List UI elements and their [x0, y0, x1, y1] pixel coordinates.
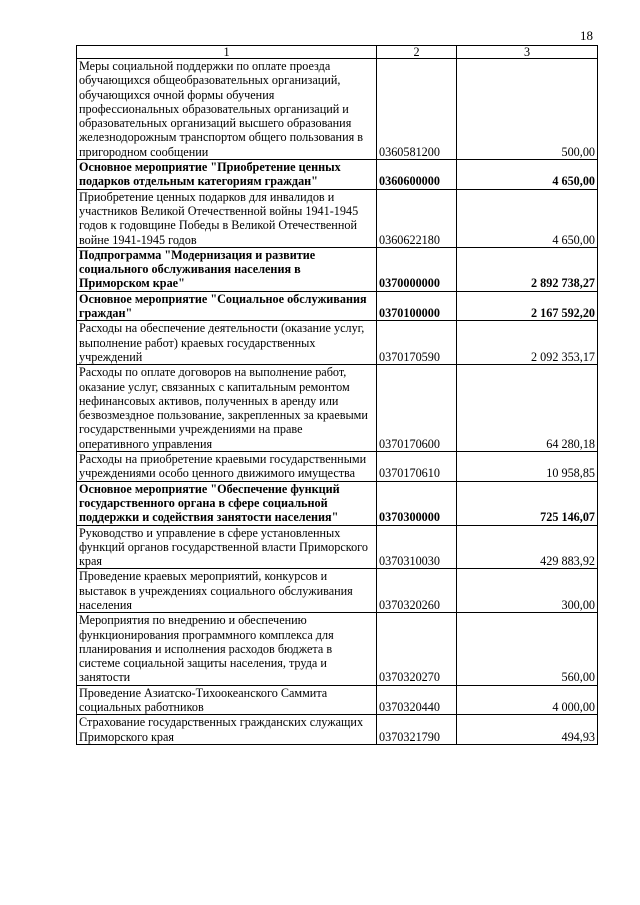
- table-row: [77, 160, 598, 190]
- row-amount-cell: 2 892 738,27: [457, 247, 598, 291]
- row-code-cell: 0370320440: [377, 685, 457, 715]
- table-row: [77, 189, 598, 247]
- row-code-cell: 0360581200: [377, 59, 457, 160]
- row-name-cell: Основное мероприятие "Приобретение ценных подарков отдельным категориям граждан": [77, 160, 377, 190]
- row-amount-cell: 4 650,00: [457, 189, 598, 247]
- row-name-cell: Основное мероприятие "Социальное обслуживания граждан": [77, 291, 377, 321]
- table-row: [77, 365, 598, 452]
- table-row: [77, 715, 598, 745]
- row-code-cell: 0370300000: [377, 481, 457, 525]
- row-code-cell: 0370310030: [377, 525, 457, 569]
- row-amount-cell: 725 146,07: [457, 481, 598, 525]
- row-code-cell: 0370000000: [377, 247, 457, 291]
- row-name-cell: Руководство и управление в сфере установленных функций органов государственной власти Приморского края: [77, 525, 377, 569]
- column-header: 1: [77, 46, 377, 59]
- row-name-cell: Расходы по оплате договоров на выполнение работ, оказание услуг, связанных с капитальным ремонтом нефинансовых активов, полученных в аренду или безвозмездное пользование, закрепленных за краевыми государственными учреждениями на праве оперативного управления: [77, 365, 377, 452]
- row-amount-cell: 2 167 592,20: [457, 291, 598, 321]
- row-name-cell: Страхование государственных гражданских служащих Приморского края: [77, 715, 377, 745]
- row-amount-cell: 4 650,00: [457, 160, 598, 190]
- row-code-cell: 0370170600: [377, 365, 457, 452]
- row-code-cell: 0370320270: [377, 613, 457, 685]
- table-row: [77, 452, 598, 482]
- row-name-cell: Расходы на приобретение краевыми государственными учреждениями особо ценного движимого имущества: [77, 452, 377, 482]
- row-name-cell: Приобретение ценных подарков для инвалидов и участников Великой Отечественной войны 1941-1945 годов к годовщине Победы в Великой Отечественной войне 1941-1945 годов: [77, 189, 377, 247]
- row-code-cell: 0360600000: [377, 160, 457, 190]
- row-amount-cell: 2 092 353,17: [457, 321, 598, 365]
- page-number: 18: [580, 28, 593, 43]
- column-header: 3: [457, 46, 598, 59]
- column-header: 2: [377, 46, 457, 59]
- table-row: [77, 247, 598, 291]
- row-amount-cell: 4 000,00: [457, 685, 598, 715]
- row-name-cell: Меры социальной поддержки по оплате проезда обучающихся общеобразовательных организаций, обучающихся очной формы обучения профессиональных образовательных организаций и образовательных организаций высшего образования железнодорожным транспортом общего пользования в пригородном сообщении: [77, 59, 377, 160]
- row-code-cell: 0370321790: [377, 715, 457, 745]
- row-amount-cell: 494,93: [457, 715, 598, 745]
- row-amount-cell: 500,00: [457, 59, 598, 160]
- row-amount-cell: 300,00: [457, 569, 598, 613]
- row-code-cell: 0370170590: [377, 321, 457, 365]
- table-row: [77, 685, 598, 715]
- budget-table: [76, 45, 598, 745]
- row-code-cell: 0370100000: [377, 291, 457, 321]
- table-header-row: [77, 46, 598, 59]
- row-name-cell: Проведение Азиатско-Тихоокеанского Саммита социальных работников: [77, 685, 377, 715]
- row-amount-cell: 10 958,85: [457, 452, 598, 482]
- table-row: [77, 59, 598, 160]
- row-amount-cell: 560,00: [457, 613, 598, 685]
- row-code-cell: 0370170610: [377, 452, 457, 482]
- row-code-cell: 0360622180: [377, 189, 457, 247]
- table-row: [77, 613, 598, 685]
- table-row: [77, 525, 598, 569]
- row-name-cell: Подпрограмма "Модернизация и развитие социального обслуживания населения в Приморском крае": [77, 247, 377, 291]
- table-row: [77, 481, 598, 525]
- table-row: [77, 291, 598, 321]
- table-row: [77, 569, 598, 613]
- table-row: [77, 321, 598, 365]
- row-name-cell: Основное мероприятие "Обеспечение функций государственного органа в сфере социальной поддержки и содействия занятости населения": [77, 481, 377, 525]
- row-amount-cell: 429 883,92: [457, 525, 598, 569]
- row-name-cell: Расходы на обеспечение деятельности (оказание услуг, выполнение работ) краевых государственных учреждений: [77, 321, 377, 365]
- row-amount-cell: 64 280,18: [457, 365, 598, 452]
- row-name-cell: Мероприятия по внедрению и обеспечению функционирования программного комплекса для планирования и исполнения расходов бюджета в системе социальной защиты населения, труда и занятости: [77, 613, 377, 685]
- row-name-cell: Проведение краевых мероприятий, конкурсов и выставок в учреждениях социального обслуживания населения: [77, 569, 377, 613]
- row-code-cell: 0370320260: [377, 569, 457, 613]
